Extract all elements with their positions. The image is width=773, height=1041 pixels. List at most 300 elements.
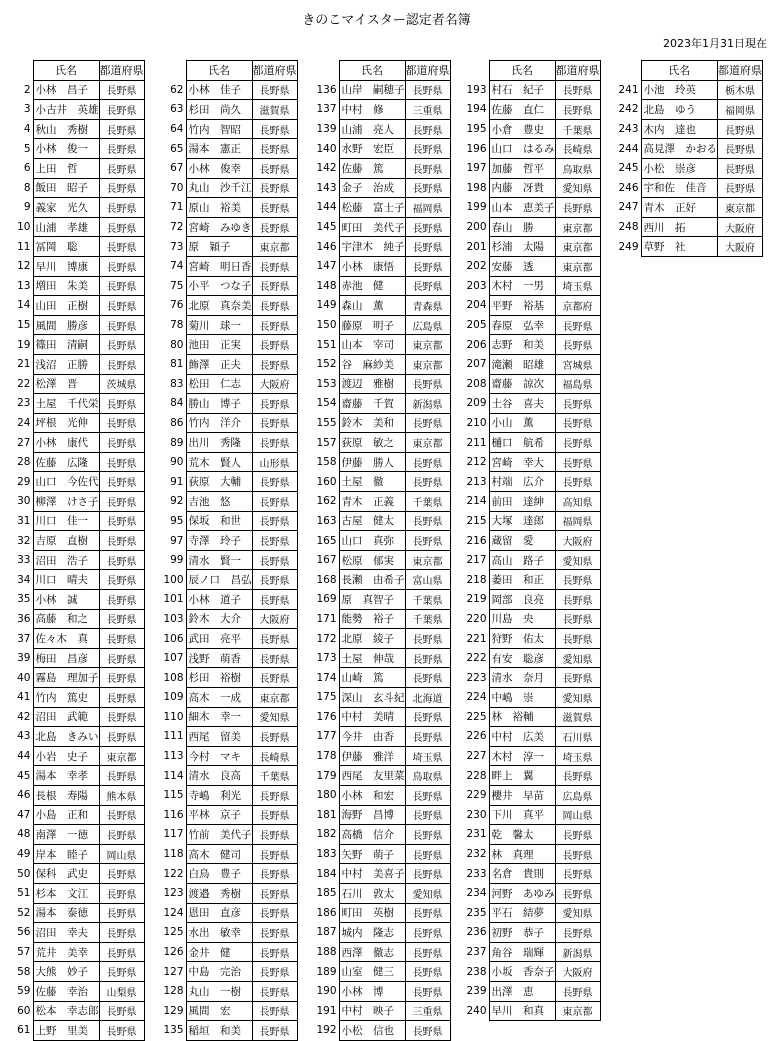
row-number: 42 bbox=[17, 710, 31, 723]
person-name: 荒井 美幸 bbox=[33, 942, 99, 962]
person-name: 清水 奈月 bbox=[489, 668, 555, 688]
row-number: 157 bbox=[316, 436, 337, 449]
table-row bbox=[160, 374, 297, 394]
prefecture: 長野県 bbox=[405, 374, 450, 394]
table-row bbox=[160, 80, 297, 100]
person-name: 湯本 幸孝 bbox=[33, 766, 99, 786]
person-name: 伊藤 勝人 bbox=[339, 452, 405, 472]
table-row bbox=[463, 237, 600, 257]
person-name: 中村 修 bbox=[339, 100, 405, 120]
prefecture: 長野県 bbox=[252, 981, 297, 1001]
prefecture: 長野県 bbox=[99, 158, 144, 178]
row-number: 39 bbox=[17, 652, 31, 665]
person-name: 中村 美晴 bbox=[339, 707, 405, 727]
table-row bbox=[313, 550, 450, 570]
table-row bbox=[313, 903, 450, 923]
row-number: 56 bbox=[17, 926, 31, 939]
prefecture: 長野県 bbox=[252, 433, 297, 453]
prefecture: 愛知県 bbox=[555, 178, 600, 198]
person-name: 篠田 清嗣 bbox=[33, 335, 99, 355]
person-name: 草野 社 bbox=[641, 237, 718, 257]
table-row bbox=[13, 550, 144, 570]
person-name: 竹内 篤史 bbox=[33, 688, 99, 708]
table-row bbox=[463, 962, 600, 982]
person-name: 小林 康代 bbox=[33, 433, 99, 453]
header-name: 氏名 bbox=[489, 61, 555, 81]
person-name: 木村 一男 bbox=[489, 276, 555, 296]
row-number: 185 bbox=[316, 887, 337, 900]
person-name: 坪根 光伸 bbox=[33, 413, 99, 433]
row-number: 145 bbox=[316, 221, 337, 234]
row-number: 115 bbox=[163, 789, 184, 802]
table-row bbox=[313, 256, 450, 276]
prefecture: 長野県 bbox=[718, 139, 763, 159]
person-name: 金子 治成 bbox=[339, 178, 405, 198]
person-name: 中村 美喜子 bbox=[339, 864, 405, 884]
prefecture: 長野県 bbox=[99, 883, 144, 903]
prefecture: 長野県 bbox=[405, 844, 450, 864]
table-row bbox=[160, 119, 297, 139]
row-number: 59 bbox=[17, 985, 31, 998]
person-name: 義家 光久 bbox=[33, 198, 99, 218]
row-number: 92 bbox=[170, 495, 184, 508]
prefecture: 長野県 bbox=[99, 217, 144, 237]
row-number: 90 bbox=[170, 456, 184, 469]
prefecture: 長野県 bbox=[405, 472, 450, 492]
row-number: 48 bbox=[17, 828, 31, 841]
row-number: 117 bbox=[163, 828, 184, 841]
person-name: 今井 由香 bbox=[339, 727, 405, 747]
table-row bbox=[160, 883, 297, 903]
row-number: 188 bbox=[316, 946, 337, 959]
person-name: 西澤 徹志 bbox=[339, 942, 405, 962]
row-number: 127 bbox=[163, 965, 184, 978]
row-number: 205 bbox=[466, 319, 487, 332]
table-row bbox=[160, 766, 297, 786]
person-name: 青木 正義 bbox=[339, 492, 405, 512]
prefecture: 鳥取県 bbox=[405, 766, 450, 786]
prefecture: 千葉県 bbox=[405, 609, 450, 629]
prefecture: 長野県 bbox=[99, 119, 144, 139]
prefecture: 長野県 bbox=[555, 198, 600, 218]
person-name: 霧島 理加子 bbox=[33, 668, 99, 688]
row-number: 239 bbox=[466, 985, 487, 998]
row-number: 13 bbox=[17, 279, 31, 292]
person-name: 飯田 昭子 bbox=[33, 178, 99, 198]
table-row bbox=[313, 864, 450, 884]
prefecture: 長野県 bbox=[555, 80, 600, 100]
table-row bbox=[160, 903, 297, 923]
person-name: 畔上 翼 bbox=[489, 766, 555, 786]
row-number: 41 bbox=[17, 691, 31, 704]
row-number: 189 bbox=[316, 965, 337, 978]
table-row bbox=[13, 785, 144, 805]
table-row bbox=[160, 394, 297, 414]
table-row bbox=[463, 335, 600, 355]
table-row bbox=[313, 825, 450, 845]
person-name: 風間 勝彦 bbox=[33, 315, 99, 335]
row-number: 238 bbox=[466, 965, 487, 978]
table-row bbox=[463, 785, 600, 805]
person-name: 小林 道子 bbox=[186, 590, 252, 610]
table-row bbox=[313, 785, 450, 805]
prefecture: 長野県 bbox=[555, 825, 600, 845]
row-number: 46 bbox=[17, 789, 31, 802]
table-header bbox=[160, 61, 297, 81]
row-number: 30 bbox=[17, 495, 31, 508]
roster-table-3 bbox=[313, 60, 451, 1041]
person-name: 志野 和美 bbox=[489, 335, 555, 355]
header-name: 氏名 bbox=[339, 61, 405, 81]
person-name: 杉本 文江 bbox=[33, 883, 99, 903]
row-number: 247 bbox=[618, 201, 639, 214]
table-row bbox=[160, 256, 297, 276]
row-number: 218 bbox=[466, 573, 487, 586]
row-number: 204 bbox=[466, 299, 487, 312]
row-number: 179 bbox=[316, 769, 337, 782]
row-number: 124 bbox=[163, 906, 184, 919]
person-name: 杉浦 太陽 bbox=[489, 237, 555, 257]
row-number: 248 bbox=[618, 221, 639, 234]
person-name: 土屋 徹 bbox=[339, 472, 405, 492]
prefecture: 岡山県 bbox=[555, 805, 600, 825]
prefecture: 東京都 bbox=[718, 198, 763, 218]
row-number: 12 bbox=[17, 260, 31, 273]
row-number: 86 bbox=[170, 416, 184, 429]
table-row bbox=[13, 492, 144, 512]
prefecture: 愛知県 bbox=[405, 883, 450, 903]
prefecture: 愛知県 bbox=[555, 688, 600, 708]
prefecture: 長野県 bbox=[405, 668, 450, 688]
row-number: 224 bbox=[466, 691, 487, 704]
person-name: 宮崎 幸大 bbox=[489, 452, 555, 472]
row-number: 95 bbox=[170, 514, 184, 527]
person-name: 角谷 瑞輝 bbox=[489, 942, 555, 962]
row-number: 219 bbox=[466, 593, 487, 606]
person-name: 保坂 和世 bbox=[186, 511, 252, 531]
prefecture: 長野県 bbox=[252, 119, 297, 139]
table-row bbox=[13, 844, 144, 864]
prefecture: 岡山県 bbox=[99, 844, 144, 864]
person-name: 沼田 浩子 bbox=[33, 550, 99, 570]
row-number: 15 bbox=[17, 319, 31, 332]
row-number: 193 bbox=[466, 83, 487, 96]
header-pref: 都道府県 bbox=[252, 61, 297, 81]
row-number: 81 bbox=[170, 358, 184, 371]
table-row bbox=[313, 648, 450, 668]
table-row bbox=[313, 237, 450, 257]
person-name: 松田 仁志 bbox=[186, 374, 252, 394]
person-name: 西尾 留美 bbox=[186, 727, 252, 747]
prefecture: 埼玉県 bbox=[555, 746, 600, 766]
prefecture: 長野県 bbox=[99, 178, 144, 198]
row-number: 2 bbox=[23, 83, 31, 96]
table-row bbox=[13, 296, 144, 316]
prefecture: 長野県 bbox=[99, 590, 144, 610]
prefecture: 長野県 bbox=[99, 492, 144, 512]
row-number: 249 bbox=[618, 240, 639, 253]
prefecture: 長野県 bbox=[405, 629, 450, 649]
prefecture: 長野県 bbox=[405, 531, 450, 551]
prefecture: 千葉県 bbox=[555, 119, 600, 139]
row-number: 89 bbox=[170, 436, 184, 449]
person-name: 城内 隆志 bbox=[339, 923, 405, 943]
person-name: 古屋 健太 bbox=[339, 511, 405, 531]
table-row bbox=[463, 805, 600, 825]
prefecture: 長野県 bbox=[252, 276, 297, 296]
row-number: 32 bbox=[17, 534, 31, 547]
row-number: 19 bbox=[17, 338, 31, 351]
person-name: 有安 聡彦 bbox=[489, 648, 555, 668]
table-row bbox=[313, 354, 450, 374]
prefecture: 長野県 bbox=[99, 80, 144, 100]
table-row bbox=[615, 178, 763, 198]
table-row bbox=[313, 315, 450, 335]
person-name: 沼田 武範 bbox=[33, 707, 99, 727]
prefecture: 愛知県 bbox=[555, 648, 600, 668]
prefecture: 長野県 bbox=[405, 413, 450, 433]
person-name: 藤原 明子 bbox=[339, 315, 405, 335]
table-row bbox=[615, 119, 763, 139]
prefecture: 長野県 bbox=[99, 688, 144, 708]
row-number: 237 bbox=[466, 946, 487, 959]
row-number: 118 bbox=[163, 848, 184, 861]
row-number: 201 bbox=[466, 240, 487, 253]
prefecture: 長野県 bbox=[405, 237, 450, 257]
row-number: 152 bbox=[316, 358, 337, 371]
person-name: 山田 正樹 bbox=[33, 296, 99, 316]
person-name: 加藤 哲平 bbox=[489, 158, 555, 178]
table-row bbox=[463, 139, 600, 159]
person-name: 安藤 透 bbox=[489, 256, 555, 276]
person-name: 大熊 妙子 bbox=[33, 962, 99, 982]
row-number: 65 bbox=[170, 142, 184, 155]
row-number: 172 bbox=[316, 632, 337, 645]
person-name: 小池 玲英 bbox=[641, 80, 718, 100]
header-blank bbox=[615, 61, 641, 81]
prefecture: 三重県 bbox=[405, 100, 450, 120]
row-number: 123 bbox=[163, 887, 184, 900]
table-row bbox=[160, 570, 297, 590]
row-number: 28 bbox=[17, 456, 31, 469]
prefecture: 長野県 bbox=[99, 629, 144, 649]
row-number: 37 bbox=[17, 632, 31, 645]
header-pref: 都道府県 bbox=[405, 61, 450, 81]
table-row bbox=[313, 217, 450, 237]
row-number: 231 bbox=[466, 828, 487, 841]
table-row bbox=[160, 237, 297, 257]
row-number: 150 bbox=[316, 319, 337, 332]
table-row bbox=[160, 864, 297, 884]
person-name: 中嶋 崇 bbox=[489, 688, 555, 708]
prefecture: 長野県 bbox=[252, 864, 297, 884]
person-name: 岡部 良亮 bbox=[489, 590, 555, 610]
table-row bbox=[13, 688, 144, 708]
person-name: 西尾 友里菜 bbox=[339, 766, 405, 786]
prefecture: 長野県 bbox=[99, 942, 144, 962]
person-name: 平林 京子 bbox=[186, 805, 252, 825]
prefecture: 大阪府 bbox=[555, 962, 600, 982]
prefecture: 長野県 bbox=[252, 883, 297, 903]
table-row bbox=[160, 550, 297, 570]
row-number: 191 bbox=[316, 1004, 337, 1017]
person-name: 林 裕輔 bbox=[489, 707, 555, 727]
prefecture: 長野県 bbox=[405, 864, 450, 884]
row-number: 151 bbox=[316, 338, 337, 351]
row-number: 203 bbox=[466, 279, 487, 292]
prefecture: 長野県 bbox=[252, 668, 297, 688]
person-name: 中村 広美 bbox=[489, 727, 555, 747]
row-number: 67 bbox=[170, 162, 184, 175]
row-number: 91 bbox=[170, 475, 184, 488]
row-number: 129 bbox=[163, 1004, 184, 1017]
prefecture: 長野県 bbox=[252, 1001, 297, 1021]
person-name: 土屋 伸哉 bbox=[339, 648, 405, 668]
prefecture: 石川県 bbox=[555, 727, 600, 747]
prefecture: 長野県 bbox=[555, 394, 600, 414]
table-row bbox=[160, 511, 297, 531]
person-name: 山口 真弥 bbox=[339, 531, 405, 551]
table-row bbox=[13, 981, 144, 1001]
row-number: 147 bbox=[316, 260, 337, 273]
table-row bbox=[160, 158, 297, 178]
prefecture: 長野県 bbox=[252, 217, 297, 237]
row-number: 222 bbox=[466, 652, 487, 665]
prefecture: 千葉県 bbox=[405, 590, 450, 610]
table-row bbox=[160, 805, 297, 825]
row-number: 21 bbox=[17, 358, 31, 371]
table-row bbox=[463, 178, 600, 198]
prefecture: 長野県 bbox=[555, 315, 600, 335]
prefecture: 長野県 bbox=[252, 531, 297, 551]
header-pref: 都道府県 bbox=[718, 61, 763, 81]
person-name: 小平 つな子 bbox=[186, 276, 252, 296]
row-number: 114 bbox=[163, 769, 184, 782]
table-row bbox=[13, 942, 144, 962]
person-name: 竹内 智昭 bbox=[186, 119, 252, 139]
table-row bbox=[160, 923, 297, 943]
person-name: 赤池 健 bbox=[339, 276, 405, 296]
row-number: 158 bbox=[316, 456, 337, 469]
person-name: 荻原 敏之 bbox=[339, 433, 405, 453]
prefecture: 大阪府 bbox=[555, 531, 600, 551]
prefecture: 長野県 bbox=[252, 178, 297, 198]
row-number: 3 bbox=[23, 103, 31, 116]
prefecture: 長野県 bbox=[405, 511, 450, 531]
table-row bbox=[313, 511, 450, 531]
header-blank bbox=[313, 61, 339, 81]
person-name: 増田 朱美 bbox=[33, 276, 99, 296]
person-name: 早川 和真 bbox=[489, 1001, 555, 1021]
prefecture: 長野県 bbox=[252, 825, 297, 845]
person-name: 木内 達也 bbox=[641, 119, 718, 139]
row-number: 140 bbox=[316, 142, 337, 155]
table-row bbox=[313, 629, 450, 649]
person-name: 山口 今佐代 bbox=[33, 472, 99, 492]
table-row bbox=[463, 609, 600, 629]
row-number: 174 bbox=[316, 671, 337, 684]
table-row bbox=[313, 119, 450, 139]
row-number: 226 bbox=[466, 730, 487, 743]
row-number: 208 bbox=[466, 377, 487, 390]
person-name: 小坂 香奈子 bbox=[489, 962, 555, 982]
row-number: 61 bbox=[17, 1024, 31, 1037]
row-number: 155 bbox=[316, 416, 337, 429]
row-number: 14 bbox=[17, 299, 31, 312]
prefecture: 長野県 bbox=[405, 785, 450, 805]
prefecture: 東京都 bbox=[405, 433, 450, 453]
person-name: 丸山 一樹 bbox=[186, 981, 252, 1001]
person-name: 風間 宏 bbox=[186, 1001, 252, 1021]
prefecture: 新潟県 bbox=[555, 942, 600, 962]
table-row bbox=[160, 981, 297, 1001]
table-row bbox=[313, 1021, 450, 1041]
table-row bbox=[313, 139, 450, 159]
row-number: 176 bbox=[316, 710, 337, 723]
person-name: 丸山 沙千江 bbox=[186, 178, 252, 198]
person-name: 今村 マキ bbox=[186, 746, 252, 766]
person-name: 佐々木 真 bbox=[33, 629, 99, 649]
table-row bbox=[13, 315, 144, 335]
table-row bbox=[160, 609, 297, 629]
prefecture: 滋賀県 bbox=[252, 100, 297, 120]
prefecture: 長野県 bbox=[99, 805, 144, 825]
prefecture: 高知県 bbox=[555, 492, 600, 512]
person-name: 蔵留 愛 bbox=[489, 531, 555, 551]
table-row bbox=[160, 413, 297, 433]
prefecture: 長野県 bbox=[99, 276, 144, 296]
table-row bbox=[463, 354, 600, 374]
prefecture: 長野県 bbox=[252, 629, 297, 649]
row-number: 137 bbox=[316, 103, 337, 116]
table-row bbox=[463, 492, 600, 512]
prefecture: 長野県 bbox=[252, 903, 297, 923]
header-pref: 都道府県 bbox=[555, 61, 600, 81]
table-row bbox=[160, 531, 297, 551]
row-number: 83 bbox=[170, 377, 184, 390]
person-name: 松本 幸志郎 bbox=[33, 1001, 99, 1021]
table-row bbox=[463, 198, 600, 218]
prefecture: 長野県 bbox=[555, 668, 600, 688]
prefecture: 長野県 bbox=[99, 394, 144, 414]
prefecture: 長野県 bbox=[555, 844, 600, 864]
prefecture: 長野県 bbox=[99, 648, 144, 668]
person-name: 飾澤 正夫 bbox=[186, 354, 252, 374]
row-number: 244 bbox=[618, 142, 639, 155]
person-name: 小林 博 bbox=[339, 981, 405, 1001]
row-number: 22 bbox=[17, 377, 31, 390]
table-row bbox=[313, 923, 450, 943]
row-number: 232 bbox=[466, 848, 487, 861]
row-number: 84 bbox=[170, 397, 184, 410]
table-row bbox=[313, 805, 450, 825]
table-row bbox=[13, 707, 144, 727]
row-number: 143 bbox=[316, 181, 337, 194]
prefecture: 長野県 bbox=[555, 100, 600, 120]
prefecture: 長野県 bbox=[405, 648, 450, 668]
page-title: きのこマイスター認定者名簿 bbox=[302, 13, 471, 28]
person-name: 佐藤 幸治 bbox=[33, 981, 99, 1001]
row-number: 97 bbox=[170, 534, 184, 547]
person-name: 菊川 球一 bbox=[186, 315, 252, 335]
person-name: 小林 誠 bbox=[33, 590, 99, 610]
prefecture: 長野県 bbox=[99, 923, 144, 943]
person-name: 平野 裕基 bbox=[489, 296, 555, 316]
table-row bbox=[313, 1001, 450, 1021]
row-number: 217 bbox=[466, 554, 487, 567]
table-row bbox=[13, 433, 144, 453]
prefecture: 大阪府 bbox=[718, 237, 763, 257]
